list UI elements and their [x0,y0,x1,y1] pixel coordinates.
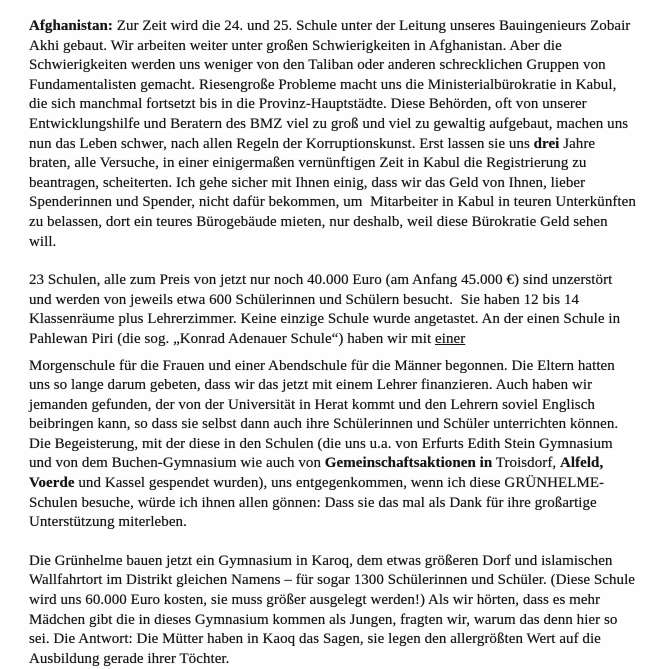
text-run: Gemeinschaftsaktionen in [324,455,493,472]
text-run: Die Grünhelme bauen jetzt ein Gymnasium in Karoq, dem etwas größeren Dorf und islamischen Wallfahrtort im Distrikt gleichen Namens – für sogar 1300 Schülerinnen und Schüler. (Diese Schule wird uns 60.000 Euro kosten, sie muss größer ausgelegt werden!) Als wir hörten, dass es mehr Mädchen gibt die in dieses Gymnasium kommen als Jungen, fragten wir, warum das denn hier so sei. Die Antwort: Die Mütter haben in Kaoq das Sagen, sie legen den allergrößten Wert auf die Ausbildung gerade ihrer Töchter. [29,552,639,667]
text-run: Afghanistan: [29,18,113,34]
text-run: Jahre braten, alle Versuche, in einer einigermaßen vernünftigen Zeit in Kabul die Registrierung zu beantragen, scheiterten. Ich gehe sicher mit Ihnen einig, dass wir das Geld von Ihnen, lieber Spenderinnen und Spender, nicht dafür bekommen, um Mitarbeiter in Kabul in teuren Unterkünften zu belassen, dort ein teures Bürogebäude mieten, nur deshalb, weil diese Bürokratie Geld sehen will. [29,135,640,250]
text-run: Troisdorf, [492,455,560,472]
text-run: Zur Zeit wird die 24. und 25. Schule unter der Leitung unseres Bauingenieurs Zobair Akhi gebaut. Wir arbeiten weiter unter großen Schwierigkeiten in Afghanistan. Aber die Schwierigkeiten werden uns weniger von den Taliban oder anderen schrecklichen Gruppen von Fundamentalisten gemacht. Riesengroße Probleme macht uns die Ministerialbürokratie in Kabul, die sich manchmal fortsetzt bis in die Provinz-Hauptstädte. Diese Behörden, oft von unserer Entwicklungshilfe und Beratern des BMZ viel zu groß und viel zu gewaltig aufgebaut, machen uns nun das Leben schwer, nach allen Regeln der Korruptionskunst. Erst lassen sie uns [29,18,634,152]
text-run: einer [435,330,466,347]
document-body [29,17,638,669]
para-gymnasium-karoq [29,552,638,669]
para-morgenschule-abendschule [29,357,638,533]
para-afghanistan-buerokratie [29,17,638,252]
para-23-schulen [29,271,638,349]
text-run: und Kassel gespendet wurden), uns entgegenkommen, wenn ich diese GRÜNHELME-Schulen besuche, würde ich ihnen allen gönnen: Dass sie das mal als Dank für ihre großartige Unterstützung miterleben. [29,475,605,531]
text-run: Alfeld, Voerde [29,455,607,492]
text-run: drei [533,135,560,152]
text-run: 23 Schulen, alle zum Preis von jetzt nur noch 40.000 Euro (am Anfang 45.000 €) sind unzerstört und werden von jeweils etwa 600 Schülerinnen und Schülern besucht. Sie haben 12 bis 14 Klassenräume plus Lehrerzimmer. Keine einzige Schule wurde angetastet. An der einen Schule in Pahlewan Piri (die sog. „Konrad Adenauer Schule“) haben wir mit [29,272,624,347]
text-run: Morgenschule für die Frauen und einer Abendschule für die Männer begonnen. Die Eltern hatten uns so lange darum gebeten, dass wir das jetzt mit einem Lehrer finanzieren. Auch haben wir jemanden gefunden, der von der Universität in Herat kommt und den Lehrern soviel Englisch beibringen kann, so dass sie selbst dann auch ihre Schülerinnen und Schüler unterrichten können. Die Begeisterung, mit der diese in den Schulen (die uns u.a. von Erfurts Edith Stein Gymnasium und von dem Buchen-Gymnasium wie auch von [29,357,623,472]
